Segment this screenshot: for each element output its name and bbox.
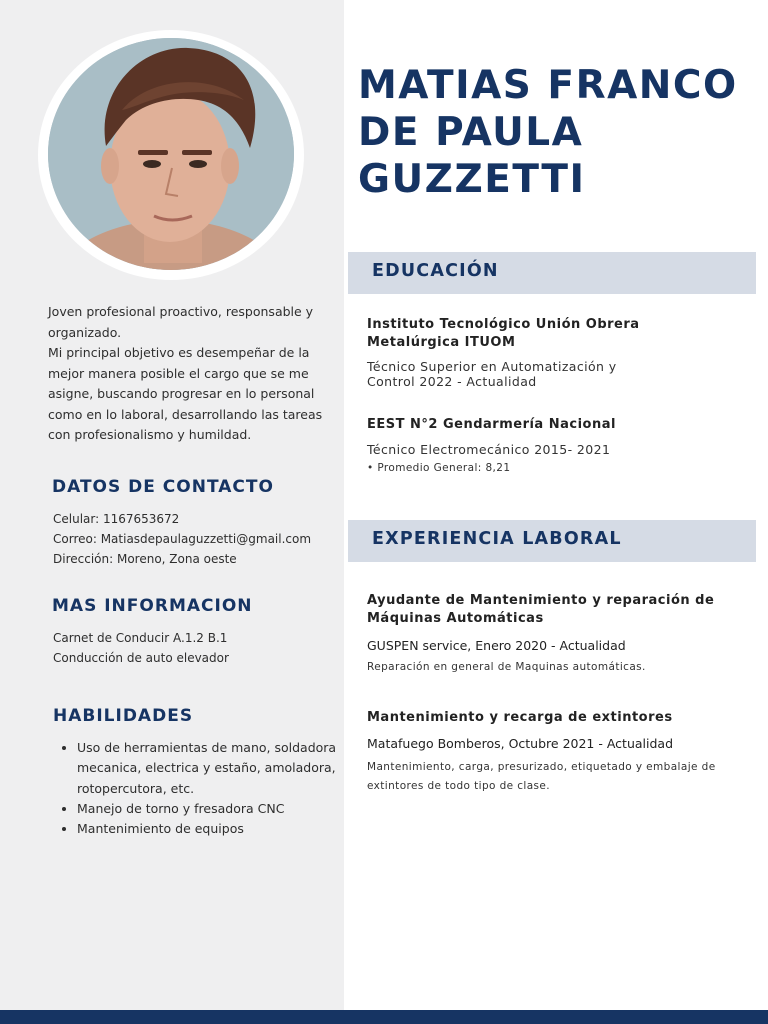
candidate-name <box>358 62 758 203</box>
skills-heading: HABILIDADES <box>53 706 194 726</box>
skill-item: • Mantenimiento de equipos <box>77 819 345 839</box>
contact-phone: Celular: 1167653672 <box>53 512 180 526</box>
bottom-bar <box>0 1010 768 1024</box>
education-entry <box>367 316 727 389</box>
name-line: DE PAULA <box>358 110 584 155</box>
profile-photo <box>48 38 294 270</box>
job-title: Ayudante de Mantenimiento y reparación de Máquinas Automáticas <box>367 593 715 626</box>
education-detail: Técnico Electromecánico 2015- 2021 <box>367 442 611 457</box>
contact-address: Dirección: Moreno, Zona oeste <box>53 552 237 566</box>
education-institution: Instituto Tecnológico Unión Obrera Metalúrgica ITUOM <box>367 317 640 350</box>
education-note: • Promedio General: 8,21 <box>367 462 511 474</box>
name-line: GUZZETTI <box>358 157 586 202</box>
about-line-2: Mi principal objetivo es desempeñar de la mejor manera posible el cargo que se me asigne, buscando progresar en lo personal como en lo laboral, desarrollando las tareas con profesionalismo y humildad. <box>48 345 323 442</box>
job-title: Mantenimiento y recarga de extintores <box>367 710 673 725</box>
skills-list <box>58 738 345 839</box>
more-info-list <box>53 628 229 668</box>
contact-heading: DATOS DE CONTACTO <box>52 477 274 497</box>
education-band <box>348 252 756 294</box>
more-info-item: Carnet de Conducir A.1.2 B.1 <box>53 631 228 645</box>
job-entry <box>367 592 717 677</box>
name-line: MATIAS FRANCO <box>358 63 738 108</box>
education-entry <box>367 416 727 478</box>
skill-item: • Manejo de torno y fresadora CNC <box>77 799 345 819</box>
job-company: GUSPEN service, Enero 2020 - Actualidad <box>367 638 626 653</box>
contact-email: Correo: Matiasdepaulaguzzetti@gmail.com <box>53 532 312 546</box>
skill-item: • Uso de herramientas de mano, soldadora mecanica, electrica y estaño, amoladora, rotopercutora, etc. <box>77 738 345 799</box>
job-company: Matafuego Bomberos, Octubre 2021 - Actualidad <box>367 736 673 751</box>
experience-band <box>348 520 756 562</box>
about-line-1: Joven profesional proactivo, responsable y organizado. <box>48 304 314 340</box>
more-info-heading: MAS INFORMACION <box>52 596 253 616</box>
education-institution: EEST N°2 Gendarmería Nacional <box>367 417 616 432</box>
job-description: Mantenimiento, carga, presurizado, etiquetado y embalaje de extintores de todo tipo de clase. <box>367 761 716 792</box>
education-heading: EDUCACIÓN <box>372 261 499 281</box>
job-description: Reparación en general de Maquinas automáticas. <box>367 661 646 673</box>
experience-heading: EXPERIENCIA LABORAL <box>372 529 622 549</box>
contact-list <box>53 509 311 569</box>
education-detail: Técnico Superior en Automatización y Control 2022 - Actualidad <box>367 359 617 389</box>
job-entry <box>367 709 727 796</box>
more-info-item: Conducción de auto elevador <box>53 651 229 665</box>
about-text <box>48 302 323 446</box>
